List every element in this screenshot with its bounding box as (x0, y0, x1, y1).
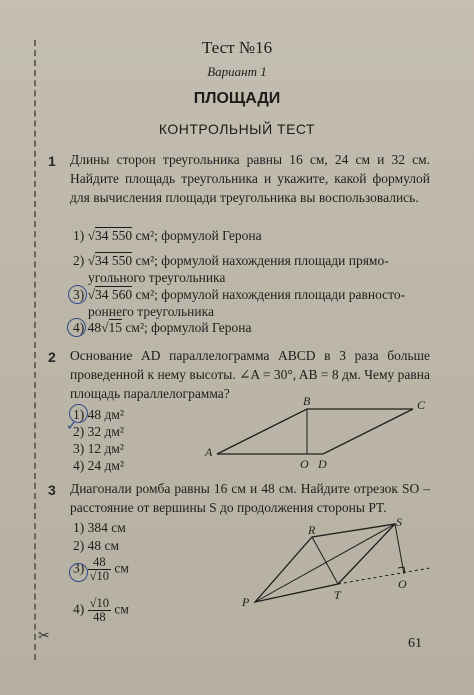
sqrt-sign: √ (87, 228, 96, 243)
option-value: 12 дм² (87, 441, 124, 456)
option-prefix: 48 (87, 320, 102, 335)
pen-circle-mark (68, 285, 87, 304)
test-subtitle: КОНТРОЛЬНЫЙ ТЕСТ (158, 121, 316, 137)
option-value: 48 см (87, 538, 120, 553)
option-fraction (88, 556, 111, 583)
option-label: 2) (73, 424, 85, 439)
option-label: 2) (73, 253, 85, 268)
question-number: 1 (48, 153, 56, 169)
option-text: см²; формулой Герона (135, 228, 262, 243)
sqrt-sign: √ (101, 320, 109, 335)
question-text: Диагонали ромба равны 16 см и 48 см. Найдите отрезок SO – расстояние от вершины S до продолжения стороны PT. (70, 481, 430, 515)
fraction-numerator: 48 (88, 556, 111, 570)
option-label: 4) (73, 458, 85, 473)
option-label: 4) (73, 320, 85, 335)
figure-label: D (318, 457, 327, 471)
fraction-numerator: √10 (89, 596, 109, 610)
rhombus-diagonal (312, 537, 338, 584)
figure-label: O (398, 577, 407, 591)
figure-label: T (334, 588, 341, 602)
answer-option[interactable] (73, 518, 126, 537)
option-text: см²; формулой нахождения площади прямо- (135, 253, 389, 268)
option-label: 1) (73, 228, 85, 243)
parallelogram-shape (217, 409, 413, 454)
perpendicular-line (395, 524, 404, 574)
option-label: 3) (73, 441, 85, 456)
option-radicand: 34 550 (95, 253, 133, 268)
option-continuation: угольного треугольника (88, 270, 226, 285)
question-number: 2 (48, 349, 56, 365)
fraction-denominator: √10 (89, 569, 109, 583)
figure-label: C (417, 398, 426, 412)
pen-tick-mark: ✓ (66, 419, 78, 434)
answer-option[interactable] (73, 226, 262, 245)
option-label: 1) (73, 407, 85, 422)
question-number: 3 (48, 482, 56, 498)
question-text: Длины сторон треугольника равны 16 см, 24 см и 32 см. Найдите площадь треугольника и укажите, какой формулой для вычисления площади треугольника вы воспользовались. (70, 152, 430, 205)
option-text: см²; формулой Герона (125, 320, 252, 335)
sqrt-sign: √ (87, 253, 96, 268)
page-number: 61 (408, 636, 422, 651)
fraction-denominator: 48 (93, 610, 106, 624)
option-text: см²; формулой нахождения площади равносто- (135, 287, 406, 302)
option-fraction (88, 597, 111, 624)
sqrt-sign: √ (87, 287, 96, 302)
option-unit: см (114, 601, 129, 617)
answer-option[interactable] (73, 318, 251, 337)
option-label: 2) (73, 538, 85, 553)
answer-option[interactable] (73, 456, 124, 475)
option-label: 1) (73, 520, 85, 535)
option-label: 3) (73, 287, 85, 302)
option-label: 3) (73, 560, 85, 576)
rhombus-figure (240, 512, 440, 612)
option-value: 384 см (87, 520, 126, 535)
pen-circle-mark (67, 318, 86, 337)
figure-label: P (242, 595, 250, 609)
figure-label: A (205, 445, 213, 459)
parallelogram-figure (195, 392, 440, 472)
option-radicand: 34 550 (95, 228, 133, 243)
option-unit: см (114, 560, 129, 576)
scissors-icon: ✂ (38, 629, 50, 644)
option-value: 24 дм² (87, 458, 124, 473)
option-continuation: роннего треугольника (88, 304, 214, 319)
figure-label: S (396, 515, 402, 529)
question-text: Основание AD параллелограмма ABCD в 3 раза больше проведенной к нему высоты. ∠A = 30°, AB = 8 дм. Чему равна площадь параллелограмма? (70, 348, 430, 401)
figure-label: R (308, 523, 316, 537)
answer-option[interactable] (73, 536, 119, 555)
option-value: 48 дм² (87, 407, 124, 422)
option-value: 32 дм² (87, 424, 124, 439)
figure-label: B (303, 394, 311, 408)
option-radicand: 15 (108, 320, 123, 335)
figure-label: O (300, 457, 309, 471)
section-title: ПЛОЩАДИ (193, 90, 281, 107)
option-label: 4) (73, 601, 85, 617)
option-radicand: 34 560 (95, 287, 133, 302)
pen-circle-mark (69, 560, 88, 582)
variant-label: Вариант 1 (207, 64, 267, 79)
rhombus-diagonal (255, 524, 395, 602)
answer-option[interactable] (73, 597, 129, 624)
test-title: Тест №16 (201, 38, 273, 57)
